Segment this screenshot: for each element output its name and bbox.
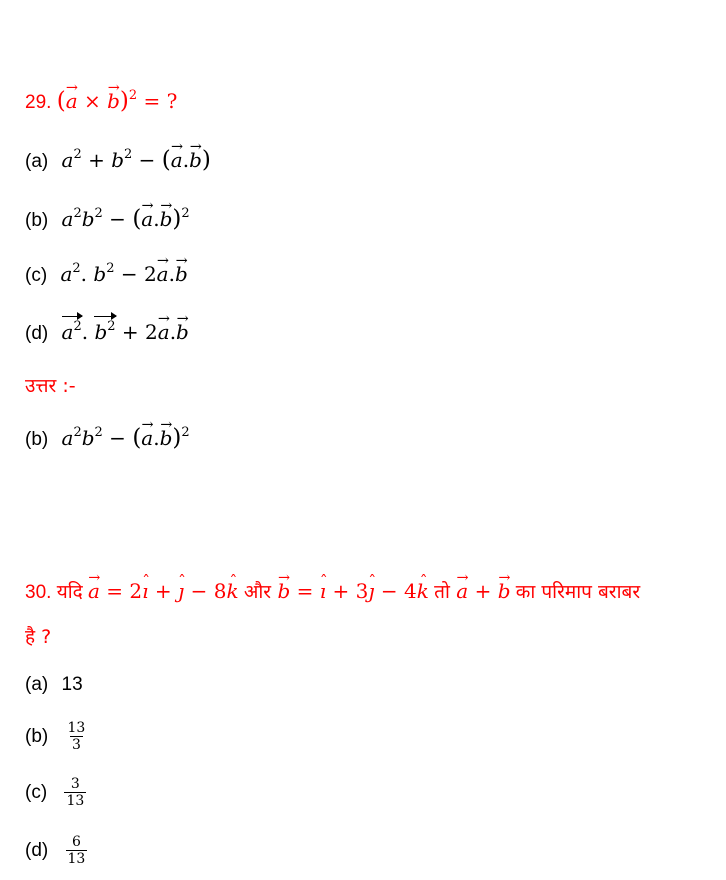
- q29-option-d[interactable]: [25, 318, 189, 345]
- vector-sum: a → + b →: [450, 579, 511, 603]
- q30-option-c[interactable]: [25, 776, 86, 809]
- option-label: (b): [25, 725, 49, 747]
- q29-rhs: = ?: [137, 89, 178, 113]
- q30-question-line2: है ?: [25, 626, 52, 648]
- answer-heading: उत्तर :-: [25, 375, 76, 397]
- q29-question: [25, 88, 177, 114]
- q29-option-a[interactable]: [25, 147, 211, 173]
- option-label: (c): [25, 781, 48, 803]
- q30-number: 30.: [25, 582, 52, 603]
- q30-option-a[interactable]: [25, 674, 83, 696]
- q30-option-d[interactable]: [25, 834, 87, 867]
- vector-b-definition: b → = ı ˆ + 3ȷ ˆ − 4k ˆ: [271, 579, 429, 603]
- q29-option-b[interactable]: [25, 206, 190, 232]
- fraction: $\frac{6}{13}$: [67, 834, 86, 867]
- q30-option-b[interactable]: [25, 720, 87, 753]
- option-value: 13: [61, 674, 83, 695]
- option-label: (a): [25, 151, 49, 172]
- q29-option-c[interactable]: [25, 262, 188, 287]
- option-label: (b): [25, 210, 49, 231]
- option-expression: $a^2 + b^2 - (a \to.b$ →): [62, 148, 211, 172]
- option-label: (d): [25, 323, 49, 344]
- option-expression: $a^2$. $b^2 - 2a \to.b$ →: [60, 262, 187, 286]
- option-expression: $a^2b^2 - (a \to.b \to)^2$: [62, 207, 190, 231]
- option-label: (a): [25, 674, 49, 695]
- option-label: (c): [25, 265, 48, 286]
- answer-label: (b): [25, 429, 49, 450]
- answer-expression: $a^2b^2 - (a \to.b \to)^2$: [62, 426, 190, 450]
- option-label: (d): [25, 839, 49, 861]
- vector-a-definition: a → = 2ı ˆ + ȷ ˆ − 8k ˆ: [88, 579, 239, 603]
- option-expression: $a^2$. $b^2 + 2a \to.b$ →: [62, 320, 189, 344]
- q29-answer: [25, 425, 190, 451]
- fraction: $\frac{3}{13}$: [66, 776, 85, 809]
- q30-question: 30. यदि a → = 2ı ˆ + ȷ ˆ − 8k ˆ और b → = ı ˆ + 3ȷ ˆ − 4k ˆ तो a → + b → का परिमाप बराबर: [25, 578, 640, 604]
- q29-number: 29.: [25, 92, 52, 113]
- fraction: $\frac{13}{3}$: [67, 720, 86, 753]
- q29-expression: (a → × b →)$^2$: [57, 89, 137, 113]
